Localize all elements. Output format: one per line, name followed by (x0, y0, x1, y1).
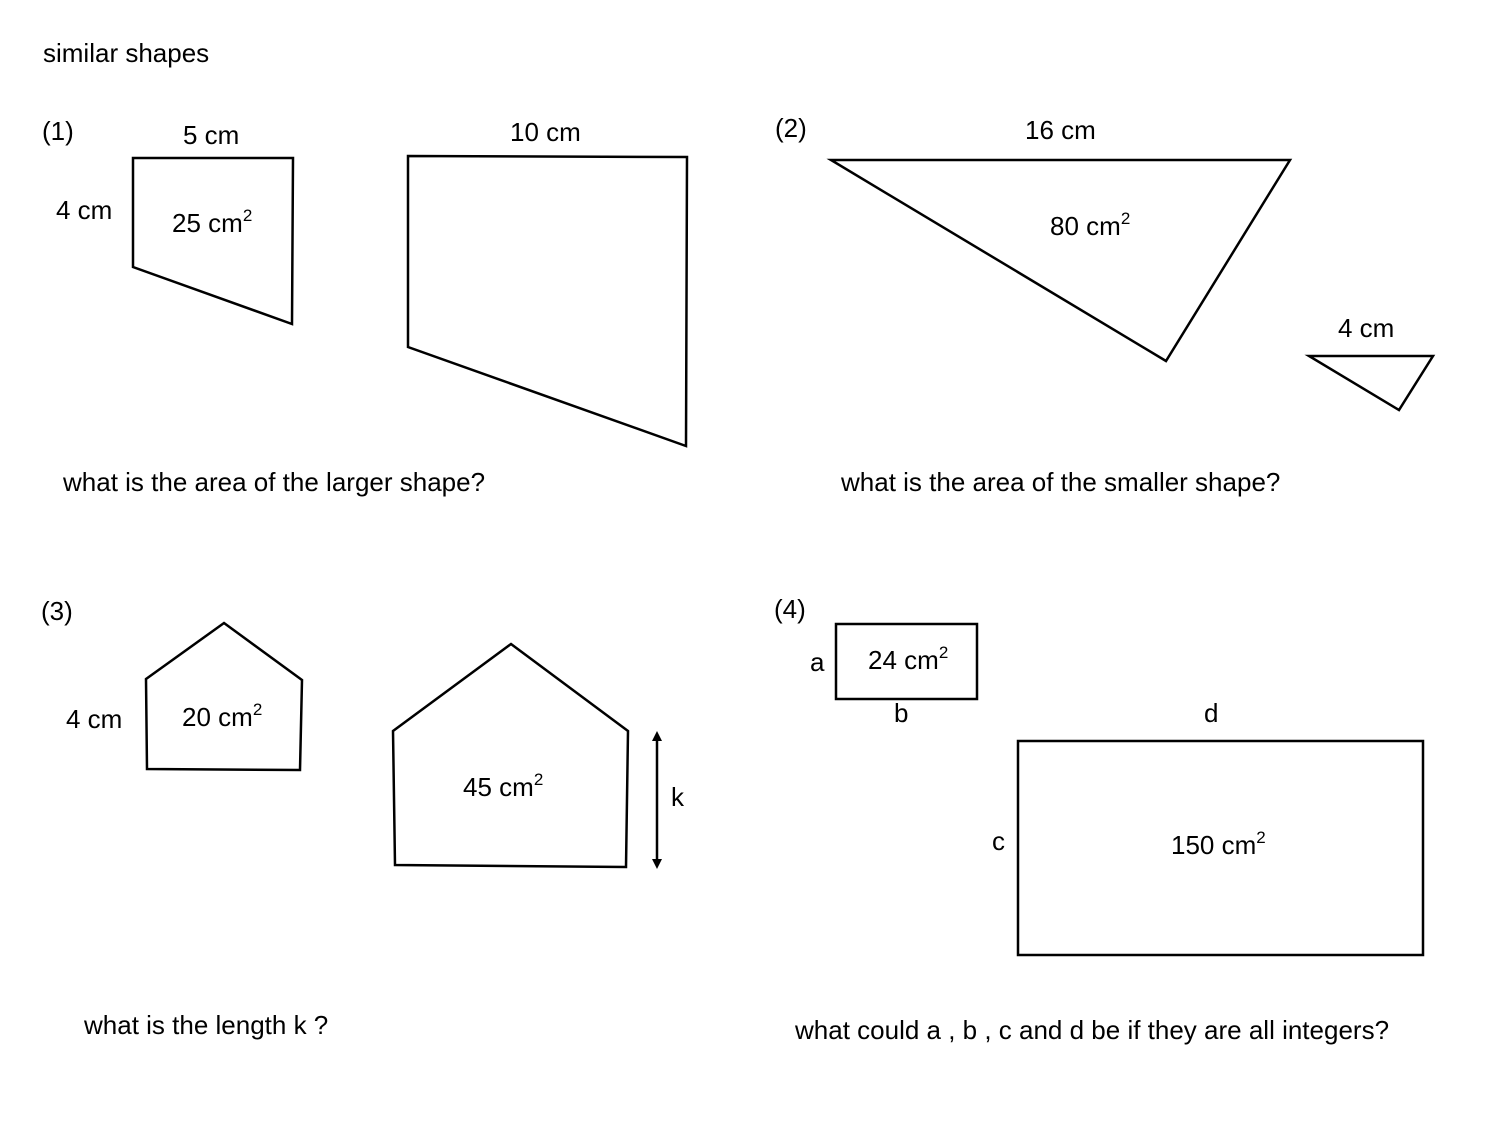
q2-number: (2) (775, 113, 807, 143)
q4-a-label: a (810, 647, 825, 677)
q3-number: (3) (41, 596, 73, 626)
q1-top-large-label: 10 cm (510, 117, 581, 147)
q3-area-small: 20 $cm^2$ (182, 700, 263, 732)
q4-b-label: b (894, 698, 909, 728)
q4-question: what could a , b , c and d be if they are all integers? (795, 1015, 1390, 1045)
q1-side-small-label: 4 cm (56, 195, 113, 225)
q1-area-small: 25 $cm^2$ (172, 206, 253, 238)
q1-top-small-label: 5 cm (183, 120, 240, 150)
q2-question: what is the area of the smaller shape? (841, 467, 1281, 497)
q1-small-quadrilateral (133, 158, 293, 324)
q3-area-large: 45 $cm^2$ (463, 770, 544, 802)
q1-number: (1) (42, 116, 74, 146)
q3-small-pentagon (146, 623, 302, 770)
q2-area-large: 80 $cm^2$ (1050, 209, 1131, 241)
q4-d-label: d (1204, 698, 1219, 728)
q4-number: (4) (774, 594, 806, 624)
q4-c-label: c (992, 826, 1005, 856)
page-title: similar shapes (43, 38, 210, 68)
q3-large-pentagon (393, 644, 628, 867)
q2-top-large-label: 16 cm (1025, 115, 1096, 145)
q3-k-label: k (671, 782, 684, 812)
q4-area-small: 24 $cm^2$ (868, 643, 949, 675)
q2-large-triangle (831, 160, 1290, 361)
q3-question: what is the length k ? (84, 1010, 329, 1040)
q2-small-triangle (1309, 356, 1433, 410)
q1-large-quadrilateral (408, 156, 687, 446)
q3-side-small-label: 4 cm (66, 704, 123, 734)
q4-area-large: 150 $cm^2$ (1171, 828, 1266, 860)
q1-question: what is the area of the larger shape? (63, 467, 486, 497)
q2-top-small-label: 4 cm (1338, 313, 1395, 343)
